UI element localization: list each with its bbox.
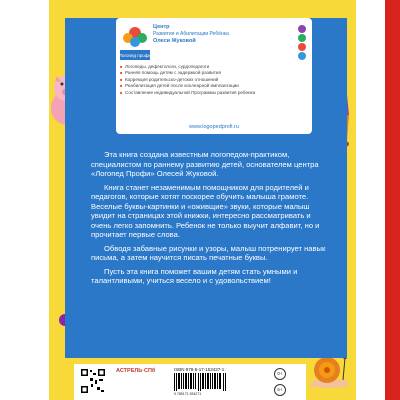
- service-item: ■ Коррекция родительско-детских отношений: [120, 77, 310, 83]
- service-item: ■ Ранняя помощь детям с задержкой развития: [120, 70, 310, 76]
- spine-edge: [385, 0, 400, 400]
- isbn-number: ISBN 978-5-17-153427-1: [174, 367, 225, 372]
- barcode-digits: 9 785171 534271: [174, 392, 202, 396]
- logo-text: Логопед профи: [119, 53, 151, 58]
- center-info-card: [116, 18, 312, 134]
- center-subtitle: Развития и Абилитации Ребёнка: [153, 31, 229, 37]
- description-text: [91, 150, 331, 290]
- imprint-panel: [74, 364, 306, 400]
- service-item: ■ Реабилитация детей после кохлеарной имплантации: [120, 83, 310, 89]
- description-paragraph: Пусть эта книга поможет вашим детям стать умными и талантливыми, учиться весело и с удовольствием!: [91, 266, 298, 285]
- barcode-icon: [174, 373, 226, 391]
- social-icons: [296, 24, 308, 62]
- center-owner: Олеси Жуковой: [153, 38, 196, 44]
- center-label: Центр: [153, 24, 170, 30]
- description-paragraph: Обводя забавные рисунки и узоры, малыш потренирует навык письма, а затем научится писать печатные буквы.: [91, 243, 326, 262]
- cover-area: [49, 0, 356, 400]
- publisher-logo: АСТРЕЛЬ·СПб: [116, 368, 156, 374]
- service-item: ■ Составление индивидуальной Программы развития ребенка: [120, 90, 310, 96]
- age-rating-badge: 0+: [274, 368, 286, 380]
- services-list: [120, 64, 310, 96]
- description-paragraph: Эта книга создана известным логопедом-практиком, специалистом по раннему развитию детей, основателем центра «Логопед Профи» Олесей Жуковой.: [91, 150, 319, 178]
- website-link[interactable]: www.logopedprofi.ru: [189, 124, 239, 130]
- qr-code-icon: [80, 368, 106, 394]
- age-rating-badge: 6+: [274, 384, 286, 396]
- logopedprofi-logo-icon: [119, 22, 151, 62]
- service-item: ■ Логопеды, дефектологи, сурдопедагоги: [120, 64, 310, 70]
- description-paragraph: Книга станет незаменимым помощником для родителей и педагогов, которые хотят поскорее обучить малыша грамоте. Веселые буквы-картинки и «оживщие» звуки, которые малыш увидит на страницах этой книжки, интересно рассматривать и очень легко запомнить. Ребенок не только выучит алфавит, но и прочитает первые слова.: [91, 182, 320, 239]
